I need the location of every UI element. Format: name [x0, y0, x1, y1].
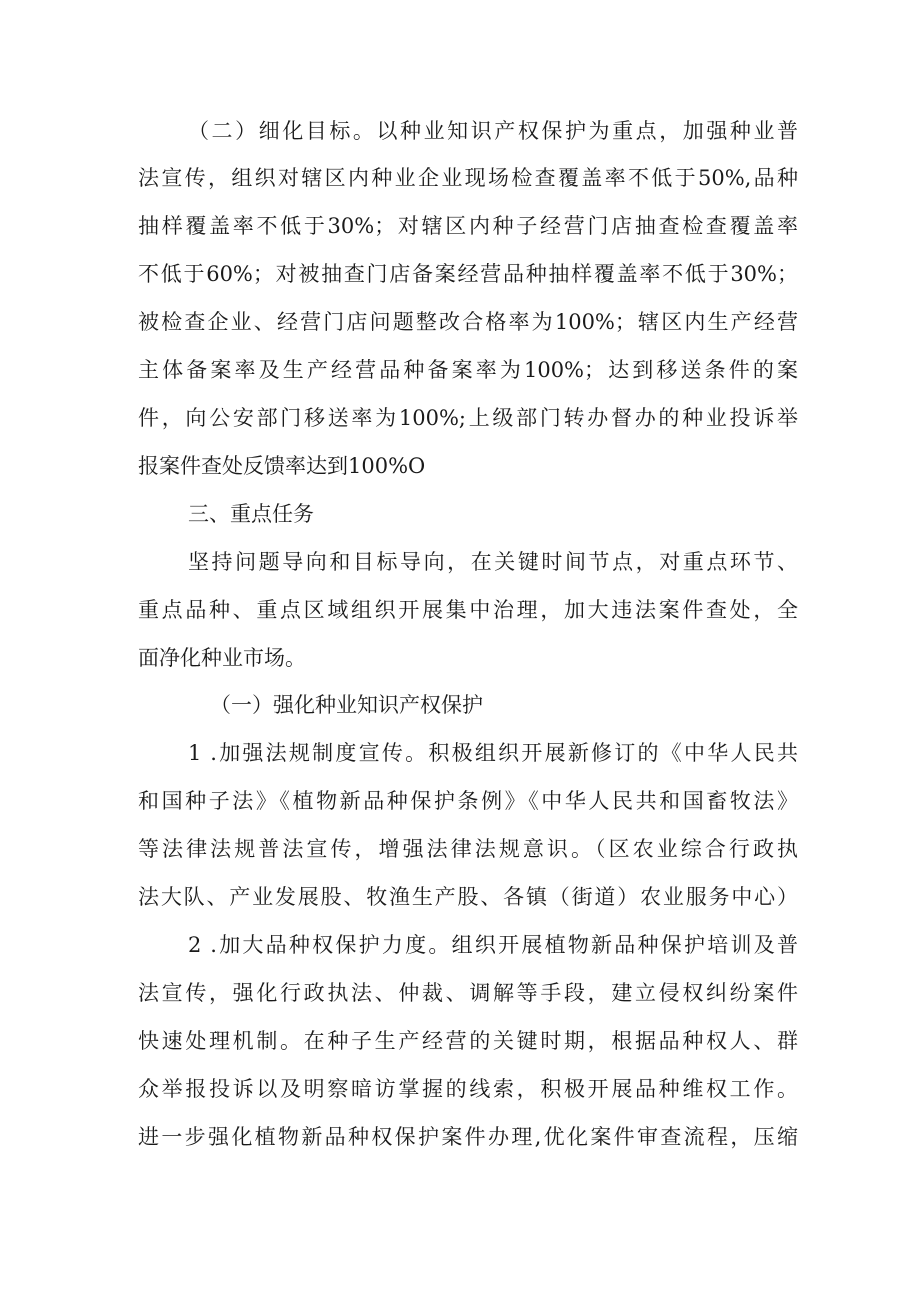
- paragraph-goals-line: 件，向公安部门移送率为100%;上级部门转办督办的种业投诉举: [138, 406, 798, 430]
- paragraph-goals-line: 不低于60%；对被抽查门店备案经营品种抽样覆盖率不低于30%；: [138, 262, 798, 286]
- paragraph-intro-line: 坚持问题导向和目标导向，在关键时间节点，对重点环节、: [188, 550, 798, 574]
- paragraph-item2-line: 2 .加大品种权保护力度。组织开展植物新品种保护培训及普: [188, 933, 798, 957]
- paragraph-item2-line: 快速处理机制。在种子生产经营的关键时期，根据品种权人、群: [138, 1029, 798, 1053]
- paragraph-item1-line: 法大队、产业发展股、牧渔生产股、各镇（街道）农业服务中心）: [138, 885, 798, 909]
- subsection-heading: （一）强化种业知识产权保护: [210, 693, 483, 717]
- paragraph-goals-line: （二）细化目标。以种业知识产权保护为重点，加强种业普: [188, 119, 798, 143]
- paragraph-item2-line: 进一步强化植物新品种权保护案件办理,优化案件审查流程，压缩: [138, 1125, 798, 1149]
- paragraph-goals-line: 主体备案率及生产经营品种备案率为100%；达到移送条件的案: [138, 358, 798, 382]
- paragraph-intro-line: 面净化种业市场。: [138, 646, 306, 670]
- paragraph-item2-line: 法宣传，强化行政执法、仲裁、调解等手段，建立侵权纠纷案件: [138, 981, 798, 1005]
- paragraph-goals-line: 法宣传，组织对辖区内种业企业现场检查覆盖率不低于50%,品种: [138, 166, 798, 190]
- paragraph-item1-line: 等法律法规普法宣传，增强法律法规意识。（区农业综合行政执: [138, 837, 798, 861]
- paragraph-item1-line: 和国种子法》《植物新品种保护条例》《中华人民共和国畜牧法》: [138, 789, 798, 813]
- paragraph-intro-line: 重点品种、重点区域组织开展集中治理，加大违法案件查处，全: [138, 598, 798, 622]
- paragraph-item1-line: 1 .加强法规制度宣传。积极组织开展新修订的《中华人民共: [188, 741, 798, 765]
- section-heading: 三、重点任务: [188, 502, 314, 526]
- paragraph-item2-line: 众举报投诉以及明察暗访掌握的线索，积极开展品种维权工作。: [138, 1077, 798, 1101]
- paragraph-goals-line: 抽样覆盖率不低于30%；对辖区内种子经营门店抽查检查覆盖率: [138, 214, 798, 238]
- paragraph-goals-line: 被检查企业、经营门店问题整改合格率为100%；辖区内生产经营: [138, 310, 798, 334]
- paragraph-goals-line: 报案件查处反馈率达到100%O: [138, 454, 426, 478]
